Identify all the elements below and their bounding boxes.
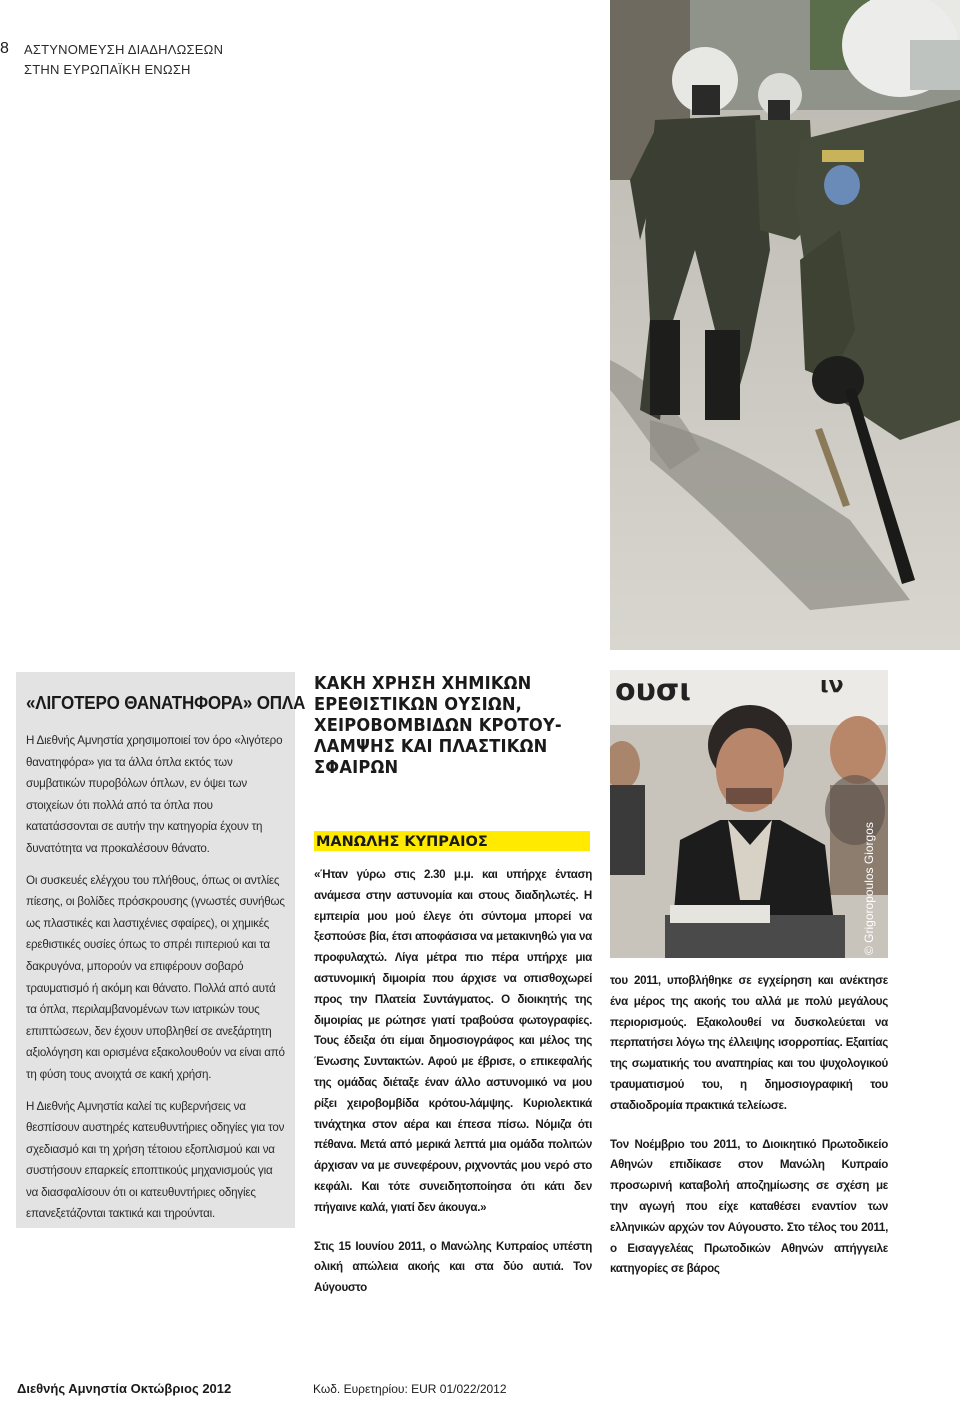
sidebar-paragraph: Η Διεθνής Αμνηστία χρησιμοποιεί τον όρο «λιγότερο θανατηφόρα» για τα άλλα όπλα εκτός των συμβατικών πυροβόλων όπλων, εν όψει των στοιχείων ότι πολλά από τα όπλα που κατατάσσονται σε αυτήν την κατηγορία έχουν τη δυνατότητα να προκαλέσουν θάνατο. [26, 734, 283, 855]
running-header-line1: ΑΣΤΥΝΟΜΕΥΣΗ ΔΙΑΔΗΛΩΣΕΩΝ [24, 42, 224, 57]
footer-publisher: Διεθνής Αμνηστία Οκτώβριος 2012 [17, 1381, 232, 1396]
page-number: 8 [0, 40, 9, 57]
article-paragraph: του 2011, υποβλήθηκε σε εγχείρηση και ανέκτησε ένα μέρος της ακοής του αλλά με πολύ μεγάλους περιορισμούς. Εξακολουθεί να δυσκολεύεται να περπατήσει λόγω της έλλειψης ισορροπίας. Εξαιτίας της σωματικής του αναπηρίας και του ψυχολογικού τραυματισμού του, η δημοσιογραφική του σταδιοδρομία πρακτικά τελείωσε. [610, 974, 888, 1112]
svg-text:ιν: ιν [820, 673, 844, 698]
sidebar-paragraph: Οι συσκευές ελέγχου του πλήθους, όπως οι αντλίες πίεσης, οι βολίδες πρόσκρουσης (γνωστές συνήθως ως πλαστικές και λαστιχένιες σφαίρες), οι χημικές ερεθιστικές ουσίες όπως το σπρέι πιπεριού και τα δακρυγόνα, μπορούν να επιφέρουν σοβαρό τραυματισμό ή ακόμη και θάνατο. Πολλά από αυτά τα όπλα, περιλαμβανομένων των ιατρικών τους επιπτώσεων, δεν έχουν υποβληθεί σε ανεξάρτητη αξιολόγηση και ορισμένα εξακολουθούν να είναι από τη φύση τους ανοιχτά σε κακή χρήση. [26, 873, 285, 1081]
article-paragraph: Τον Νοέμβριο του 2011, το Διοικητικό Πρωτοδικείο Αθηνών επιδίκασε στον Μανώλη Κυπραίο προσωρινή καταβολή αποζημίωσης σε σχέση με την αγωγή που είχε καταθέσει εναντίον των ελληνικών αρχών τον Αύγουστο. Στο τέλος του 2011, ο Εισαγγελέας Πρωτοδικών Αθηνών απήγγειλε κατηγορίες σε βάρος [610, 1137, 888, 1276]
subject-name-tag: ΜΑΝΩΛΗΣ ΚΥΠΡΑΙΟΣ [314, 831, 590, 851]
article-column [314, 674, 592, 1299]
article-title-line: ΧΕΙΡΟΒΟΜΒΙΔΩΝ ΚΡΟΤΟΥ- [314, 716, 562, 736]
riot-police-photo [610, 0, 960, 650]
article-title-line: ΕΡΕΘΙΣΤΙΚΩΝ ΟΥΣΙΩΝ, [314, 695, 523, 715]
article-title-line: ΣΦΑΙΡΩΝ [314, 758, 399, 778]
running-header [24, 40, 223, 80]
less-lethal-weapons-sidebar [16, 672, 306, 1228]
article-title [314, 674, 573, 779]
photo-credit: © Grigoropoulos Giorgos [862, 822, 876, 955]
svg-text:ουσι: ουσι [615, 673, 691, 708]
article-title-line: ΛΑΜΨΗΣ ΚΑΙ ΠΛΑΣΤΙΚΩΝ [314, 737, 548, 757]
sidebar-paragraph: Η Διεθνής Αμνηστία καλεί τις κυβερνήσεις να θεσπίσουν αυστηρές κατευθυντήριες οδηγίες για τον σχεδιασμό και τη χρήση τέτοιου εξοπλισμού και να συστήσουν επαρκείς εποπτικούς μηχανισμούς για να διασφαλίσουν ότι οι κατευθυντήριες οδηγίες επανεξετάζονται τακτικά και τηρούνται. [26, 1099, 285, 1221]
article-title-line: ΚΑΚΗ ΧΡΗΣΗ ΧΗΜΙΚΩΝ [314, 674, 532, 694]
sidebar-title: «ΛΙΓΟΤΕΡΟ ΘΑΝΑΤΗΦΟΡΑ» ΟΠΛΑ [26, 692, 306, 713]
footer-index-code: Κωδ. Ευρετηρίου: EUR 01/022/2012 [313, 1382, 507, 1396]
portrait-photo [610, 670, 888, 958]
testimony-quote: «Ήταν γύρω στις 2.30 μ.μ. και υπήρχε ένταση ανάμεσα στην αστυνομία και στους διαδηλωτές. Η εμπειρία μου μού έλεγε ότι σύντομα μπορεί να ξεσπούσε βία, έτσι αποφάσισα να μετακινηθώ για να προφυλαχτώ. Λίγα μέτρα πιο πέρα υπήρχε μια αστυνομική διμοιρία που άρχισε να οπισθοχωρεί προς την Πλατεία Συντάγματος. Ο διοικητής της διμοιρίας με ρώτησε γιατί τραβούσα φωτογραφίες. Τους έδειξα ότι είμαι δημοσιογράφος και μέλος της Ένωσης Συντακτών. Αφού με έβρισε, ο επικεφαλής της ομάδας διέταξε έναν άλλο αστυνομικό να μου ρίξει χειροβομβίδα κρότου-λάμψης. Κυριολεκτικά τινάχτηκα στον αέρα και έπεσα πίσω. Νόμιζα ότι πέθανα. Μετά από μερικά λεπτά μια ομάδα πολιτών άρχισαν να με συνεφέρουν, ριχνοντάς μου νερό στο κεφάλι. Και τότε συνειδητοποίησα ότι κάτι δεν πήγαινε καλά, γιατί δεν άκουγα.» [314, 868, 592, 1214]
article-paragraph: Στις 15 Ιουνίου 2011, ο Μανώλης Κυπραίος υπέστη ολική απώλεια ακοής και στα δύο αυτιά. Τον Αύγουστο [314, 1239, 592, 1295]
article-column-right [610, 971, 888, 1280]
running-header-line2: ΣΤΗΝ ΕΥΡΩΠΑΪΚΗ ΕΝΩΣΗ [24, 62, 191, 77]
